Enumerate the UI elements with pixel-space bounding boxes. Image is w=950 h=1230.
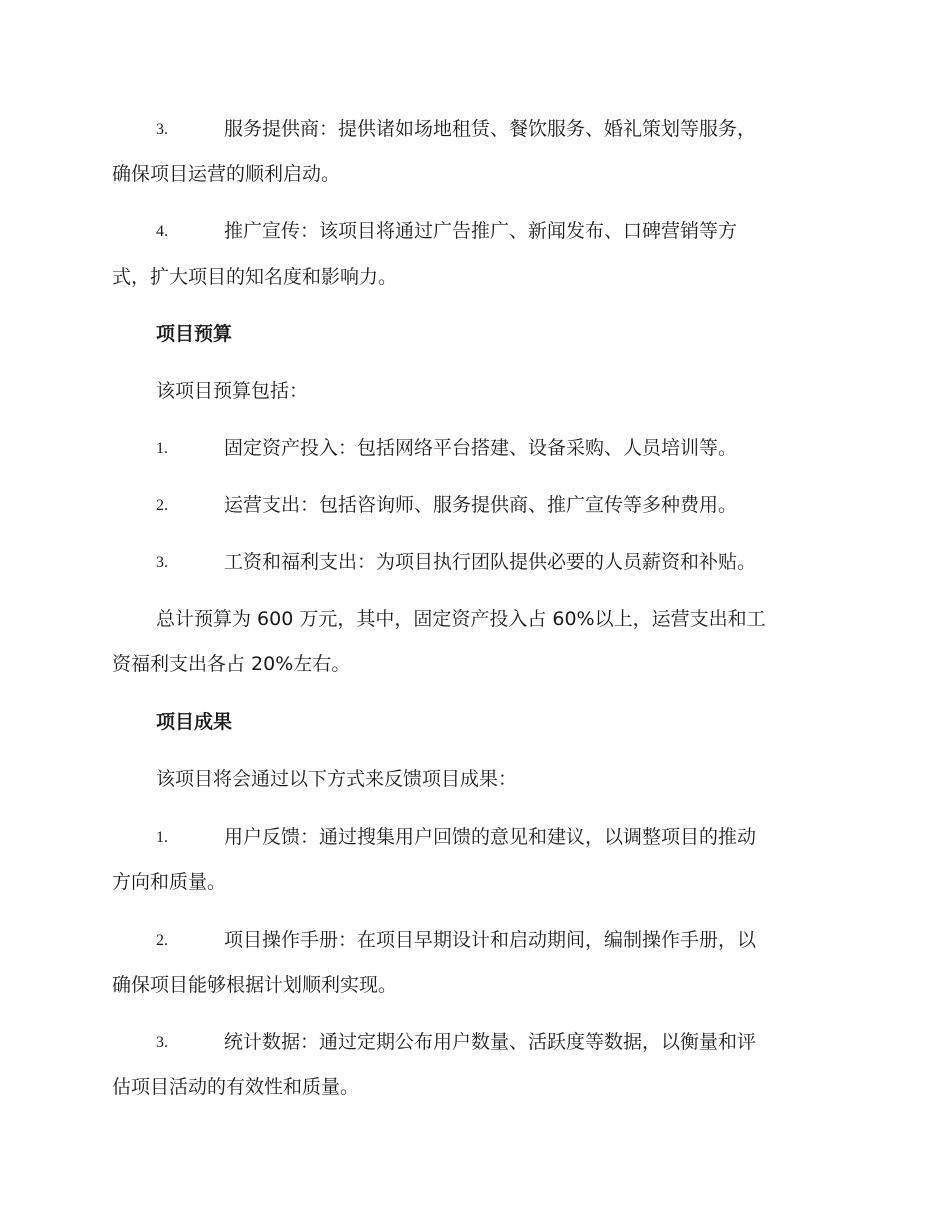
list-item-text: 推广宣传：该项目将通过广告推广、新闻发布、口碑营销等方 (224, 220, 738, 242)
list-number: 3. (156, 554, 168, 571)
list-item-text: 统计数据：通过定期公布用户数量、活跃度等数据，以衡量和评 (224, 1031, 757, 1053)
list-item-continuation: 估项目活动的有效性和质量。 (112, 1076, 360, 1098)
budget-intro: 该项目预算包括： (156, 380, 309, 402)
list-item-continuation: 式，扩大项目的知名度和影响力。 (112, 266, 398, 288)
list-item-text: 项目操作手册：在项目早期设计和启动期间，编制操作手册，以 (224, 929, 757, 951)
list-item-text: 固定资产投入：包括网络平台搭建、设备采购、人员培训等。 (224, 437, 738, 459)
section-heading-budget: 项目预算 (156, 323, 233, 345)
results-intro: 该项目将会通过以下方式来反馈项目成果： (156, 768, 518, 790)
list-item-continuation: 确保项目能够根据计划顺利实现。 (112, 974, 398, 996)
list-number: 2. (156, 932, 168, 949)
list-item-text: 用户反馈：通过搜集用户回馈的意见和建议，以调整项目的推动 (224, 826, 757, 848)
list-number: 3. (156, 1034, 168, 1051)
list-number: 1. (156, 440, 168, 457)
list-number: 4. (156, 223, 168, 240)
budget-total: 总计预算为 600 万元，其中，固定资产投入占 60%以上，运营支出和工 (156, 608, 766, 630)
list-item-text: 工资和福利支出：为项目执行团队提供必要的人员薪资和补贴。 (224, 551, 757, 573)
section-heading-results: 项目成果 (156, 711, 233, 733)
list-number: 1. (156, 829, 168, 846)
list-item-continuation: 方向和质量。 (112, 871, 227, 893)
budget-total-continuation: 资福利支出各占 20%左右。 (112, 653, 351, 675)
list-item-text: 运营支出：包括咨询师、服务提供商、推广宣传等多种费用。 (224, 494, 738, 516)
list-item-continuation: 确保项目运营的顺利启动。 (112, 163, 341, 185)
list-number: 3. (156, 121, 168, 138)
list-item-text: 服务提供商：提供诸如场地租赁、餐饮服务、婚礼策划等服务， (224, 118, 757, 140)
list-number: 2. (156, 497, 168, 514)
